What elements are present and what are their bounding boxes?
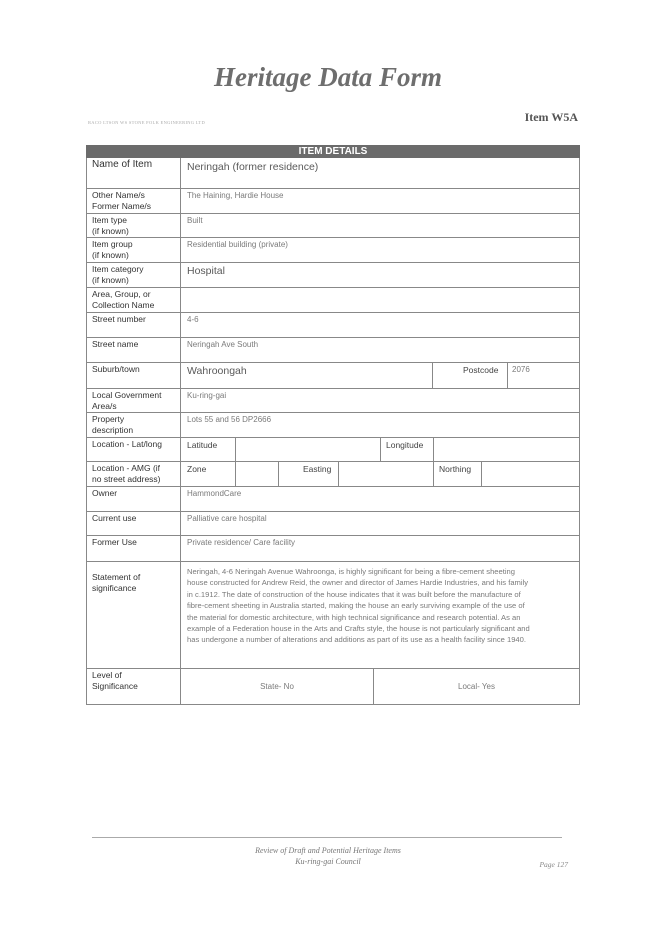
- label-name-of-item: Name of Item: [87, 158, 181, 188]
- row-statement-of-significance: [86, 561, 580, 669]
- label-street-name: Street name: [87, 337, 181, 362]
- value-local-significance: Local- Yes: [458, 682, 495, 691]
- value-item-category: Hospital: [187, 265, 225, 277]
- value-postcode: 2076: [512, 365, 530, 374]
- page-number: Page 127: [539, 860, 568, 869]
- firm-name: RACO LTSON WS STONE FOLK ENGINEERING LTD: [88, 120, 206, 125]
- footer-council: Ku-ring-gai Council: [295, 857, 361, 866]
- value-other-names: The Haining, Hardie House: [187, 191, 284, 200]
- section-header: ITEM DETAILS: [86, 145, 580, 158]
- value-current-use: Palliative care hospital: [187, 514, 267, 523]
- item-number: Item W5A: [524, 110, 578, 124]
- statement-line: house constructed for Andrew Reid, the owner and director of James Hardie Industries, and his family: [187, 578, 529, 588]
- statement-line: in c.1912. The date of construction of the house indicates that it was built before the manufacture of: [187, 589, 521, 599]
- divider: [235, 437, 236, 461]
- statement-line: the material for domestic architecture, with high technical significance and research potential. As an: [187, 612, 521, 622]
- divider: [338, 461, 339, 486]
- divider: [380, 437, 381, 461]
- value-local-government: Ku-ring-gai: [187, 391, 227, 400]
- label-location-amg: Location - AMG (if no street address): [87, 461, 181, 486]
- divider: [235, 461, 236, 486]
- row-property-description: [86, 412, 580, 438]
- value-former-use: Private residence/ Care facility: [187, 538, 296, 547]
- label-longitude: Longitude: [386, 440, 424, 450]
- row-item-type: [86, 213, 580, 238]
- label-zone: Zone: [187, 464, 207, 474]
- divider: [507, 362, 508, 388]
- label-item-category: Item category (if known): [87, 262, 181, 287]
- divider: [433, 461, 434, 486]
- statement-line: fibre-cement sheeting in Australia started, making the house an early surviving example of the use of: [187, 601, 525, 611]
- value-owner: HammondCare: [187, 489, 242, 498]
- divider: [432, 362, 433, 388]
- row-owner: [86, 486, 580, 512]
- divider: [481, 461, 482, 486]
- row-street-number: [86, 312, 580, 338]
- row-street-name: [86, 337, 580, 363]
- statement-line: Neringah, 4-6 Neringah Avenue Wahroonga, is highly significant for being a fibre-cement sheeting: [187, 567, 515, 576]
- row-local-government: [86, 388, 580, 413]
- value-name-of-item: Neringah (former residence): [187, 161, 319, 173]
- row-current-use: [86, 511, 580, 536]
- label-location-latlong: Location - Lat/long: [87, 437, 181, 461]
- value-item-group: Residential building (private): [187, 240, 288, 249]
- statement-line: example of a Federation house in the Arts and Crafts style, the house is not particularly significant and: [187, 624, 530, 634]
- row-area-group: [86, 287, 580, 313]
- label-easting: Easting: [303, 464, 332, 474]
- page-title: Heritage Data Form: [214, 62, 442, 92]
- row-location-latlong: [86, 437, 580, 462]
- label-other-names: Other Name/s Former Name/s: [87, 188, 181, 213]
- row-name-of-item: [86, 158, 580, 189]
- statement-line: has undergone a number of alterations and additions as part of its use as a health facility since 1940.: [187, 635, 526, 645]
- row-former-use: [86, 535, 580, 562]
- label-local-government: Local Government Area/s: [87, 388, 181, 412]
- footer-title: Review of Draft and Potential Heritage Items: [255, 846, 401, 855]
- value-state-significance: State- No: [260, 682, 294, 691]
- value-item-type: Built: [187, 216, 203, 225]
- row-item-category: [86, 262, 580, 288]
- row-suburb: [86, 362, 580, 389]
- divider: [433, 437, 434, 461]
- label-latitude: Latitude: [187, 440, 218, 450]
- label-postcode: Postcode: [463, 365, 499, 375]
- label-suburb: Suburb/town: [87, 362, 181, 388]
- value-street-name: Neringah Ave South: [187, 340, 259, 349]
- label-property-description: Property description: [87, 412, 181, 437]
- value-street-number: 4-6: [187, 315, 199, 324]
- row-level-of-significance: [86, 668, 580, 705]
- label-area-group: Area, Group, or Collection Name: [87, 287, 181, 312]
- label-item-type: Item type (if known): [87, 213, 181, 237]
- row-item-group: [86, 237, 580, 263]
- label-current-use: Current use: [87, 511, 181, 535]
- footer-rule: [92, 837, 562, 838]
- value-property-description: Lots 55 and 56 DP2666: [187, 415, 272, 424]
- label-owner: Owner: [87, 486, 181, 511]
- row-other-names: [86, 188, 580, 214]
- row-location-amg: [86, 461, 580, 487]
- label-statement: Statement of significance: [87, 561, 181, 668]
- divider: [278, 461, 279, 486]
- label-former-use: Former Use: [87, 535, 181, 561]
- label-street-number: Street number: [87, 312, 181, 337]
- label-northing: Northing: [439, 464, 472, 474]
- item-details-form: [86, 145, 580, 705]
- value-suburb: Wahroongah: [187, 365, 247, 377]
- label-level: Level of Significance: [87, 668, 181, 704]
- label-item-group: Item group (if known): [87, 237, 181, 262]
- statement-text: [187, 566, 575, 646]
